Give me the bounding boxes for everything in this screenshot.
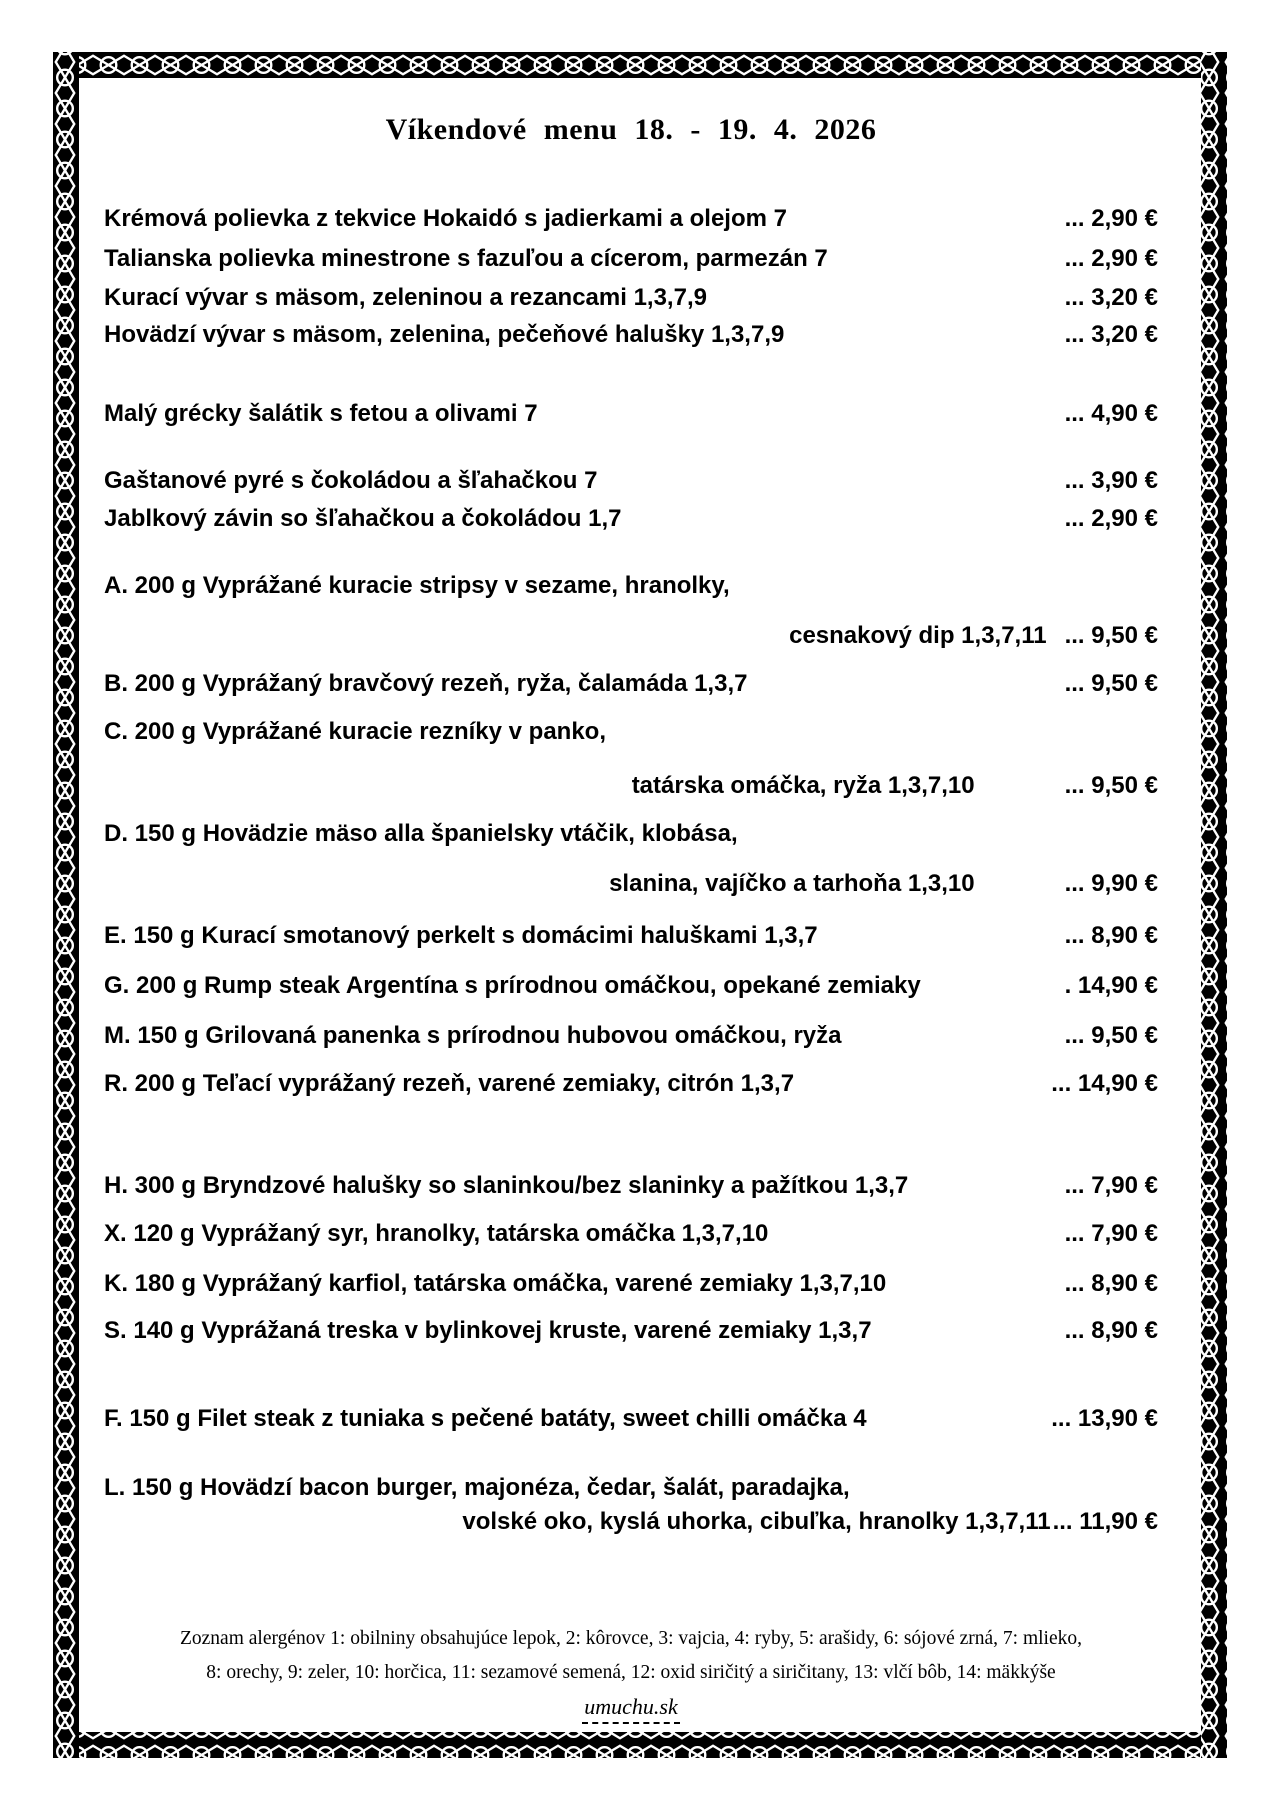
dessert-row-2 bbox=[104, 503, 1158, 534]
dish-name: Hovädzí vývar s mäsom, zelenina, pečeňové halušky 1,3,7,9 bbox=[104, 321, 785, 348]
dish-name: A. 200 g Vyprážané kuracie stripsy v sezame, hranolky, bbox=[104, 572, 730, 599]
border-left-band bbox=[53, 52, 79, 1758]
dish-name: F. 150 g Filet steak z tuniaka s pečené batáty, sweet chilli omáčka 4 bbox=[104, 1405, 867, 1432]
dish-price: ... 4,90 € bbox=[1064, 400, 1158, 427]
dish-price: ... 3,20 € bbox=[1064, 321, 1158, 348]
border-top-band bbox=[53, 52, 1227, 78]
dish-name: S. 140 g Vyprážaná treska v bylinkovej kruste, varené zemiaky 1,3,7 bbox=[104, 1317, 872, 1344]
dish-name: Gaštanové pyré s čokoládou a šľahačkou 7 bbox=[104, 467, 598, 494]
dish-price: ... 2,90 € bbox=[1064, 505, 1158, 532]
soup-row-3 bbox=[104, 282, 1158, 313]
dish-name: B. 200 g Vyprážaný bravčový rezeň, ryža, čalamáda 1,3,7 bbox=[104, 670, 748, 697]
dish-price: ... 3,90 € bbox=[1064, 467, 1158, 494]
item-k-row bbox=[104, 1268, 1158, 1299]
page-title: Víkendové menu 18. - 19. 4. 2026 bbox=[385, 113, 877, 146]
dish-price: ... 7,90 € bbox=[1064, 1220, 1158, 1247]
dish-price: ... 13,90 € bbox=[1051, 1405, 1158, 1432]
item-f-row bbox=[104, 1403, 1158, 1434]
item-h-row bbox=[104, 1170, 1158, 1201]
item-x-row bbox=[104, 1218, 1158, 1249]
item-c-line2 bbox=[104, 770, 1158, 801]
website-row bbox=[104, 1693, 1158, 1724]
item-d-line2 bbox=[104, 868, 1158, 899]
dish-name: R. 200 g Teľací vyprážaný rezeň, varené zemiaky, citrón 1,3,7 bbox=[104, 1070, 795, 1097]
dish-name: E. 150 g Kurací smotanový perkelt s domácimi haluškami 1,3,7 bbox=[104, 922, 818, 949]
dish-name: Kurací vývar s mäsom, zeleninou a rezancami 1,3,7,9 bbox=[104, 284, 707, 311]
soup-row-4 bbox=[104, 319, 1158, 350]
dish-price: ... 9,50 € bbox=[1064, 1022, 1158, 1049]
dish-price: ... 14,90 € bbox=[1051, 1070, 1158, 1097]
dish-name-cont: tatárska omáčka, ryža 1,3,7,10 bbox=[631, 772, 975, 799]
dish-price: ... 11,90 € bbox=[1052, 1508, 1158, 1535]
dish-name: Jablkový závin so šľahačkou a čokoládou 1,7 bbox=[104, 505, 622, 532]
dish-price: ... 9,90 € bbox=[1064, 870, 1158, 897]
salad-row bbox=[104, 398, 1158, 429]
dish-name: L. 150 g Hovädzí bacon burger, majonéza, čedar, šalát, paradajka, bbox=[104, 1474, 850, 1501]
menu-content bbox=[104, 112, 1158, 1724]
dish-price: . 14,90 € bbox=[1064, 972, 1158, 999]
dish-name: H. 300 g Bryndzové halušky so slaninkou/bez slaninky a pažítkou 1,3,7 bbox=[104, 1172, 909, 1199]
dish-price: ... 9,50 € bbox=[1064, 772, 1158, 799]
item-d-line1 bbox=[104, 818, 1158, 849]
dessert-row-1 bbox=[104, 465, 1158, 496]
border-right-band bbox=[1201, 52, 1227, 1758]
dish-name-cont: slanina, vajíčko a tarhoňa 1,3,10 bbox=[609, 870, 975, 897]
dish-name: Krémová polievka z tekvice Hokaidó s jadierkami a olejom 7 bbox=[104, 205, 787, 232]
item-e-row bbox=[104, 920, 1158, 951]
item-r-row bbox=[104, 1068, 1158, 1099]
dish-price: ... 8,90 € bbox=[1064, 1317, 1158, 1344]
dish-name-cont: volské oko, kyslá uhorka, cibuľka, hranolky 1,3,7,11 bbox=[462, 1508, 1051, 1535]
item-l-line1 bbox=[104, 1472, 1158, 1503]
item-a-line1 bbox=[104, 570, 1158, 601]
item-m-row bbox=[104, 1020, 1158, 1051]
allergen-list-line2: 8: orechy, 9: zeler, 10: horčica, 11: sezamové semená, 12: oxid siričitý a siričitany, 13: vlčí bôb, 14: mäkkýše bbox=[206, 1662, 1056, 1683]
allergen-list-line1: Zoznam alergénov 1: obilniny obsahujúce lepok, 2: kôrovce, 3: vajcia, 4: ryby, 5: arašidy, 6: sójové zrná, 7: mlieko, bbox=[179, 1628, 1082, 1649]
dish-price: ... 9,50 € bbox=[1064, 670, 1158, 697]
item-b-row bbox=[104, 668, 1158, 699]
dish-price: ... 3,20 € bbox=[1064, 284, 1158, 311]
dish-name: X. 120 g Vyprážaný syr, hranolky, tatárska omáčka 1,3,7,10 bbox=[104, 1220, 769, 1247]
dish-name: K. 180 g Vyprážaný karfiol, tatárska omáčka, varené zemiaky 1,3,7,10 bbox=[104, 1270, 887, 1297]
dish-name: G. 200 g Rump steak Argentína s prírodnou omáčkou, opekané zemiaky bbox=[104, 972, 921, 999]
item-l-line2 bbox=[104, 1506, 1158, 1537]
website-link[interactable]: umuchu.sk bbox=[582, 1693, 679, 1724]
dish-price: ... 8,90 € bbox=[1064, 1270, 1158, 1297]
item-a-line2 bbox=[104, 620, 1158, 651]
dish-name: D. 150 g Hovädzie mäso alla španielsky vtáčik, klobása, bbox=[104, 820, 738, 847]
dish-name: Talianska polievka minestrone s fazuľou a cícerom, parmezán 7 bbox=[104, 245, 828, 272]
dish-name: M. 150 g Grilovaná panenka s prírodnou hubovou omáčkou, ryža bbox=[104, 1022, 842, 1049]
dish-name: Malý grécky šalátik s fetou a olivami 7 bbox=[104, 400, 538, 427]
border-bottom-band bbox=[53, 1732, 1227, 1758]
soup-row-2 bbox=[104, 243, 1158, 274]
dish-price: ... 8,90 € bbox=[1064, 922, 1158, 949]
dish-price: ... 9,50 € bbox=[1064, 622, 1158, 649]
dish-price: ... 2,90 € bbox=[1064, 245, 1158, 272]
dish-name: C. 200 g Vyprážané kuracie rezníky v panko, bbox=[104, 718, 607, 745]
item-g-row bbox=[104, 970, 1158, 1001]
item-c-line1 bbox=[104, 716, 1158, 747]
soup-row-1 bbox=[104, 203, 1158, 234]
dish-price: ... 7,90 € bbox=[1064, 1172, 1158, 1199]
dish-name-cont: cesnakový dip 1,3,7,11 bbox=[789, 622, 1047, 649]
item-s-row bbox=[104, 1315, 1158, 1346]
dish-price: ... 2,90 € bbox=[1064, 205, 1158, 232]
